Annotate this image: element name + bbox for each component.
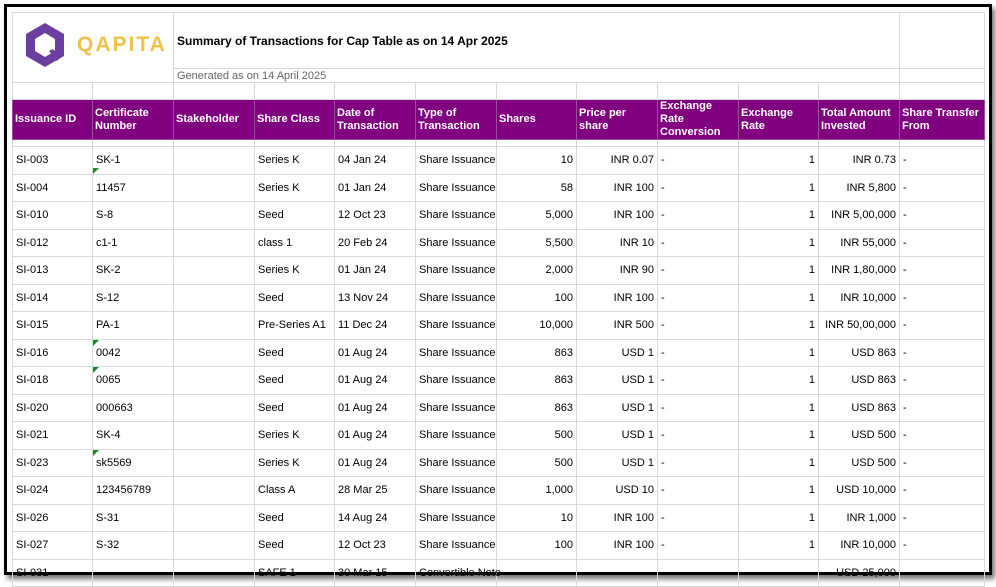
- conversion-cell[interactable]: -: [658, 422, 739, 450]
- total-amount-cell[interactable]: INR 55,000: [819, 229, 900, 257]
- exchange-rate-cell[interactable]: 1: [739, 339, 819, 367]
- brand-name: QAPITA: [77, 33, 167, 56]
- issuance-id-cell[interactable]: SI-020: [13, 394, 93, 422]
- spreadsheet: [12, 12, 984, 579]
- share-class-cell[interactable]: Seed: [255, 532, 335, 560]
- header-stakeholder[interactable]: Stakeholder: [174, 100, 255, 140]
- issuance-id-cell[interactable]: SI-027: [13, 532, 93, 560]
- issuance-id-cell[interactable]: SI-003: [13, 147, 93, 175]
- issuance-id-cell[interactable]: SI-010: [13, 202, 93, 230]
- conversion-cell[interactable]: -: [658, 449, 739, 477]
- cell[interactable]: [335, 140, 416, 147]
- shares-cell[interactable]: [497, 559, 577, 587]
- header-row: [13, 100, 985, 140]
- exchange-rate-cell[interactable]: 1: [739, 367, 819, 395]
- stakeholder-cell[interactable]: [174, 449, 255, 477]
- issuance-id-cell[interactable]: SI-018: [13, 367, 93, 395]
- transfer-from-cell[interactable]: -: [900, 422, 985, 450]
- price-cell[interactable]: INR 100: [577, 532, 658, 560]
- total-amount-cell[interactable]: USD 10,000: [819, 477, 900, 505]
- price-cell[interactable]: USD 1: [577, 339, 658, 367]
- shares-cell[interactable]: 10: [497, 147, 577, 175]
- price-cell[interactable]: USD 1: [577, 394, 658, 422]
- table-row: [13, 174, 985, 202]
- certificate-cell[interactable]: S-12: [93, 284, 174, 312]
- header-type-of-transaction[interactable]: Type of Transaction: [416, 100, 497, 140]
- exchange-rate-cell[interactable]: 1: [739, 174, 819, 202]
- total-amount-cell[interactable]: INR 1,80,000: [819, 257, 900, 285]
- transfer-from-cell[interactable]: -: [900, 394, 985, 422]
- date-cell[interactable]: 01 Aug 24: [335, 367, 416, 395]
- cell[interactable]: [255, 140, 335, 147]
- cell[interactable]: [900, 83, 985, 100]
- certificate-cell[interactable]: S-31: [93, 504, 174, 532]
- date-cell[interactable]: 20 Feb 24: [335, 229, 416, 257]
- conversion-cell[interactable]: -: [658, 367, 739, 395]
- shares-cell[interactable]: 863: [497, 367, 577, 395]
- table-row: [13, 339, 985, 367]
- price-cell[interactable]: INR 0.07: [577, 147, 658, 175]
- certificate-cell[interactable]: [93, 367, 174, 395]
- certificate-cell[interactable]: PA-1: [93, 312, 174, 340]
- type-cell[interactable]: Share Issuance: [416, 339, 497, 367]
- stakeholder-cell[interactable]: [174, 174, 255, 202]
- cell[interactable]: [900, 13, 985, 69]
- stakeholder-cell[interactable]: [174, 229, 255, 257]
- certificate-text: 0042: [96, 346, 121, 359]
- type-cell[interactable]: Share Issuance: [416, 394, 497, 422]
- total-amount-cell[interactable]: INR 5,800: [819, 174, 900, 202]
- generated-date[interactable]: Generated as on 14 April 2025: [174, 69, 900, 83]
- table-row: [13, 257, 985, 285]
- certificate-cell[interactable]: SK-4: [93, 422, 174, 450]
- date-cell[interactable]: 01 Aug 24: [335, 449, 416, 477]
- stakeholder-cell[interactable]: [174, 559, 255, 587]
- shares-cell[interactable]: 58: [497, 174, 577, 202]
- share-class-cell[interactable]: Seed: [255, 202, 335, 230]
- share-class-cell[interactable]: Pre-Series A1: [255, 312, 335, 340]
- transfer-from-cell[interactable]: [900, 559, 985, 587]
- type-cell[interactable]: Share Issuance: [416, 422, 497, 450]
- type-cell[interactable]: Convertible Note: [416, 559, 497, 587]
- table-row: [13, 312, 985, 340]
- shares-cell[interactable]: 2,000: [497, 257, 577, 285]
- conversion-cell[interactable]: -: [658, 257, 739, 285]
- type-cell[interactable]: Share Issuance: [416, 257, 497, 285]
- type-cell[interactable]: Share Issuance: [416, 367, 497, 395]
- date-cell[interactable]: 14 Aug 24: [335, 504, 416, 532]
- certificate-cell[interactable]: c1-1: [93, 229, 174, 257]
- issuance-id-cell[interactable]: SI-024: [13, 477, 93, 505]
- table-row: [13, 394, 985, 422]
- header-shares[interactable]: Shares: [497, 100, 577, 140]
- exchange-rate-cell[interactable]: 1: [739, 147, 819, 175]
- shares-cell[interactable]: 5,500: [497, 229, 577, 257]
- total-amount-cell[interactable]: INR 10,000: [819, 284, 900, 312]
- price-cell[interactable]: USD 10: [577, 477, 658, 505]
- table-row: [13, 504, 985, 532]
- certificate-cell[interactable]: [93, 449, 174, 477]
- table-row: [13, 422, 985, 450]
- issuance-id-cell[interactable]: SI-015: [13, 312, 93, 340]
- comment-marker: [93, 450, 99, 456]
- qapita-logo-icon: [23, 21, 67, 69]
- price-cell[interactable]: USD 1: [577, 367, 658, 395]
- exchange-rate-cell[interactable]: 1: [739, 229, 819, 257]
- exchange-rate-cell[interactable]: 1: [739, 449, 819, 477]
- share-class-cell[interactable]: Seed: [255, 504, 335, 532]
- cell[interactable]: [416, 83, 497, 100]
- cell[interactable]: [819, 140, 900, 147]
- price-cell[interactable]: INR 100: [577, 504, 658, 532]
- header-share-transfer-from[interactable]: Share Transfer From: [900, 100, 985, 140]
- exchange-rate-cell[interactable]: 1: [739, 532, 819, 560]
- cell[interactable]: [739, 83, 819, 100]
- conversion-cell[interactable]: -: [658, 147, 739, 175]
- header-exchange-rate-conversion[interactable]: Exchange Rate Conversion: [658, 100, 739, 140]
- stakeholder-cell[interactable]: [174, 504, 255, 532]
- header-price-per-share[interactable]: Price per share: [577, 100, 658, 140]
- header-total-amount-invested[interactable]: Total Amount Invested: [819, 100, 900, 140]
- type-cell[interactable]: Share Issuance: [416, 174, 497, 202]
- exchange-rate-cell[interactable]: 1: [739, 202, 819, 230]
- cell[interactable]: [93, 140, 174, 147]
- share-class-cell[interactable]: Seed: [255, 284, 335, 312]
- table-row: [13, 202, 985, 230]
- date-cell[interactable]: 12 Oct 23: [335, 532, 416, 560]
- header-certificate-number[interactable]: Certificate Number: [93, 100, 174, 140]
- table-row: [13, 559, 985, 587]
- issuance-id-cell[interactable]: SI-016: [13, 339, 93, 367]
- certificate-text: sk5569: [96, 456, 132, 469]
- share-class-cell[interactable]: Series K: [255, 449, 335, 477]
- cell[interactable]: [416, 140, 497, 147]
- date-cell[interactable]: 04 Jan 24: [335, 147, 416, 175]
- share-class-cell[interactable]: Series K: [255, 174, 335, 202]
- exchange-rate-cell[interactable]: 1: [739, 312, 819, 340]
- transfer-from-cell[interactable]: -: [900, 339, 985, 367]
- conversion-cell[interactable]: -: [658, 284, 739, 312]
- logo-cell: [13, 13, 174, 83]
- date-cell[interactable]: 01 Aug 24: [335, 422, 416, 450]
- transfer-from-cell[interactable]: -: [900, 477, 985, 505]
- exchange-rate-cell[interactable]: 1: [739, 394, 819, 422]
- header-share-class[interactable]: Share Class: [255, 100, 335, 140]
- price-cell[interactable]: INR 500: [577, 312, 658, 340]
- conversion-cell[interactable]: -: [658, 229, 739, 257]
- cell[interactable]: [93, 83, 174, 100]
- type-cell[interactable]: Share Issuance: [416, 477, 497, 505]
- cell[interactable]: [335, 83, 416, 100]
- stakeholder-cell[interactable]: [174, 257, 255, 285]
- comment-marker: [93, 367, 99, 373]
- issuance-id-cell[interactable]: SI-021: [13, 422, 93, 450]
- cell[interactable]: [739, 140, 819, 147]
- total-amount-cell[interactable]: USD 25,000: [819, 559, 900, 587]
- header-exchange-rate[interactable]: Exchange Rate: [739, 100, 819, 140]
- spacer-row: [13, 140, 985, 147]
- date-cell[interactable]: 13 Nov 24: [335, 284, 416, 312]
- total-amount-cell[interactable]: USD 863: [819, 339, 900, 367]
- shares-cell[interactable]: 100: [497, 284, 577, 312]
- qapita-logo: [23, 21, 167, 69]
- share-class-cell[interactable]: class 1: [255, 229, 335, 257]
- stakeholder-cell[interactable]: [174, 367, 255, 395]
- table-row: [13, 367, 985, 395]
- transfer-from-cell[interactable]: -: [900, 257, 985, 285]
- table-row: [13, 284, 985, 312]
- table-row: [13, 532, 985, 560]
- cell[interactable]: [577, 140, 658, 147]
- issuance-id-cell[interactable]: SI-031: [13, 559, 93, 587]
- table-row: [13, 477, 985, 505]
- comment-marker: [93, 168, 99, 174]
- stakeholder-cell[interactable]: [174, 284, 255, 312]
- stakeholder-cell[interactable]: [174, 202, 255, 230]
- comment-marker: [93, 340, 99, 346]
- cell[interactable]: [174, 83, 255, 100]
- cell[interactable]: [577, 83, 658, 100]
- certificate-cell[interactable]: [93, 339, 174, 367]
- cell[interactable]: [900, 140, 985, 147]
- share-class-cell[interactable]: SAFE 1: [255, 559, 335, 587]
- cell[interactable]: [497, 140, 577, 147]
- total-amount-cell[interactable]: INR 50,00,000: [819, 312, 900, 340]
- transfer-from-cell[interactable]: -: [900, 312, 985, 340]
- exchange-rate-cell[interactable]: 1: [739, 477, 819, 505]
- stakeholder-cell[interactable]: [174, 147, 255, 175]
- conversion-cell[interactable]: -: [658, 312, 739, 340]
- share-class-cell[interactable]: Seed: [255, 367, 335, 395]
- issuance-id-cell[interactable]: SI-012: [13, 229, 93, 257]
- date-cell[interactable]: 01 Aug 24: [335, 394, 416, 422]
- conversion-cell[interactable]: -: [658, 174, 739, 202]
- transfer-from-cell[interactable]: -: [900, 449, 985, 477]
- exchange-rate-cell[interactable]: 1: [739, 284, 819, 312]
- table-row: [13, 229, 985, 257]
- cell[interactable]: [819, 83, 900, 100]
- stakeholder-cell[interactable]: [174, 339, 255, 367]
- cell[interactable]: [658, 140, 739, 147]
- screenshot-frame: [4, 4, 992, 579]
- certificate-cell[interactable]: 000663: [93, 394, 174, 422]
- price-cell[interactable]: INR 100: [577, 202, 658, 230]
- total-amount-cell[interactable]: USD 500: [819, 449, 900, 477]
- shares-cell[interactable]: 5,000: [497, 202, 577, 230]
- cell[interactable]: [658, 83, 739, 100]
- transfer-from-cell[interactable]: -: [900, 229, 985, 257]
- date-cell[interactable]: 01 Jan 24: [335, 174, 416, 202]
- transfer-from-cell[interactable]: -: [900, 504, 985, 532]
- certificate-text: 0065: [96, 374, 121, 387]
- title-row: [13, 13, 985, 69]
- cell[interactable]: [497, 83, 577, 100]
- issuance-id-cell[interactable]: SI-014: [13, 284, 93, 312]
- price-cell[interactable]: USD 1: [577, 422, 658, 450]
- table-row: [13, 449, 985, 477]
- price-cell[interactable]: [577, 559, 658, 587]
- price-cell[interactable]: INR 100: [577, 174, 658, 202]
- issuance-id-cell[interactable]: SI-026: [13, 504, 93, 532]
- report-title[interactable]: Summary of Transactions for Cap Table as on 14 Apr 2025: [174, 13, 900, 69]
- total-amount-cell[interactable]: USD 863: [819, 394, 900, 422]
- date-cell[interactable]: 01 Jan 24: [335, 257, 416, 285]
- share-class-cell[interactable]: Series K: [255, 422, 335, 450]
- header-issuance-id[interactable]: Issuance ID: [13, 100, 93, 140]
- conversion-cell[interactable]: -: [658, 394, 739, 422]
- certificate-cell[interactable]: [93, 559, 174, 587]
- stakeholder-cell[interactable]: [174, 394, 255, 422]
- date-cell[interactable]: 01 Aug 24: [335, 339, 416, 367]
- certificate-cell[interactable]: S-8: [93, 202, 174, 230]
- price-cell[interactable]: INR 10: [577, 229, 658, 257]
- share-class-cell[interactable]: Seed: [255, 394, 335, 422]
- shares-cell[interactable]: 500: [497, 422, 577, 450]
- cell[interactable]: [255, 83, 335, 100]
- total-amount-cell[interactable]: INR 10,000: [819, 532, 900, 560]
- price-cell[interactable]: INR 90: [577, 257, 658, 285]
- stakeholder-cell[interactable]: [174, 422, 255, 450]
- type-cell[interactable]: Share Issuance: [416, 504, 497, 532]
- certificate-text: SK-1: [96, 154, 121, 167]
- share-class-cell[interactable]: Seed: [255, 339, 335, 367]
- issuance-id-cell[interactable]: SI-004: [13, 174, 93, 202]
- transfer-from-cell[interactable]: -: [900, 532, 985, 560]
- total-amount-cell[interactable]: INR 1,000: [819, 504, 900, 532]
- date-cell[interactable]: 11 Dec 24: [335, 312, 416, 340]
- exchange-rate-cell[interactable]: 1: [739, 257, 819, 285]
- cell[interactable]: [174, 140, 255, 147]
- total-amount-cell[interactable]: INR 5,00,000: [819, 202, 900, 230]
- shares-cell[interactable]: 10: [497, 504, 577, 532]
- share-class-cell[interactable]: Series K: [255, 147, 335, 175]
- cell[interactable]: [900, 69, 985, 83]
- date-cell[interactable]: 12 Oct 23: [335, 202, 416, 230]
- stakeholder-cell[interactable]: [174, 532, 255, 560]
- shares-cell[interactable]: 863: [497, 339, 577, 367]
- type-cell[interactable]: Share Issuance: [416, 312, 497, 340]
- conversion-cell[interactable]: [658, 559, 739, 587]
- blank-row: [13, 83, 985, 100]
- date-cell[interactable]: 28 Mar 25: [335, 477, 416, 505]
- transfer-from-cell[interactable]: -: [900, 174, 985, 202]
- shares-cell[interactable]: 100: [497, 532, 577, 560]
- total-amount-cell[interactable]: USD 500: [819, 422, 900, 450]
- certificate-cell[interactable]: 11457: [93, 174, 174, 202]
- transfer-from-cell[interactable]: -: [900, 284, 985, 312]
- issuance-id-cell[interactable]: SI-023: [13, 449, 93, 477]
- cell[interactable]: [13, 140, 93, 147]
- stakeholder-cell[interactable]: [174, 477, 255, 505]
- shares-cell[interactable]: 10,000: [497, 312, 577, 340]
- type-cell[interactable]: Share Issuance: [416, 147, 497, 175]
- shares-cell[interactable]: 500: [497, 449, 577, 477]
- header-date-of-transaction[interactable]: Date of Transaction: [335, 100, 416, 140]
- exchange-rate-cell[interactable]: 1: [739, 422, 819, 450]
- certificate-cell[interactable]: 123456789: [93, 477, 174, 505]
- certificate-cell[interactable]: SK-2: [93, 257, 174, 285]
- shares-cell[interactable]: 863: [497, 394, 577, 422]
- transfer-from-cell[interactable]: -: [900, 147, 985, 175]
- stakeholder-cell[interactable]: [174, 312, 255, 340]
- transfer-from-cell[interactable]: -: [900, 202, 985, 230]
- type-cell[interactable]: Share Issuance: [416, 449, 497, 477]
- type-cell[interactable]: Share Issuance: [416, 229, 497, 257]
- price-cell[interactable]: USD 1: [577, 449, 658, 477]
- certificate-cell[interactable]: [93, 147, 174, 175]
- conversion-cell[interactable]: -: [658, 532, 739, 560]
- issuance-id-cell[interactable]: SI-013: [13, 257, 93, 285]
- exchange-rate-cell[interactable]: 1: [739, 504, 819, 532]
- date-cell[interactable]: 30 Mar 15: [335, 559, 416, 587]
- conversion-cell[interactable]: -: [658, 202, 739, 230]
- share-class-cell[interactable]: Series K: [255, 257, 335, 285]
- conversion-cell[interactable]: -: [658, 339, 739, 367]
- exchange-rate-cell[interactable]: [739, 559, 819, 587]
- share-class-cell[interactable]: Class A: [255, 477, 335, 505]
- certificate-cell[interactable]: S-32: [93, 532, 174, 560]
- conversion-cell[interactable]: -: [658, 477, 739, 505]
- type-cell[interactable]: Share Issuance: [416, 532, 497, 560]
- type-cell[interactable]: Share Issuance: [416, 284, 497, 312]
- table-row: [13, 147, 985, 175]
- type-cell[interactable]: Share Issuance: [416, 202, 497, 230]
- transfer-from-cell[interactable]: -: [900, 367, 985, 395]
- conversion-cell[interactable]: -: [658, 504, 739, 532]
- shares-cell[interactable]: 1,000: [497, 477, 577, 505]
- total-amount-cell[interactable]: USD 863: [819, 367, 900, 395]
- total-amount-cell[interactable]: INR 0.73: [819, 147, 900, 175]
- cell[interactable]: [13, 83, 93, 100]
- price-cell[interactable]: INR 100: [577, 284, 658, 312]
- transactions-table: [12, 12, 985, 587]
